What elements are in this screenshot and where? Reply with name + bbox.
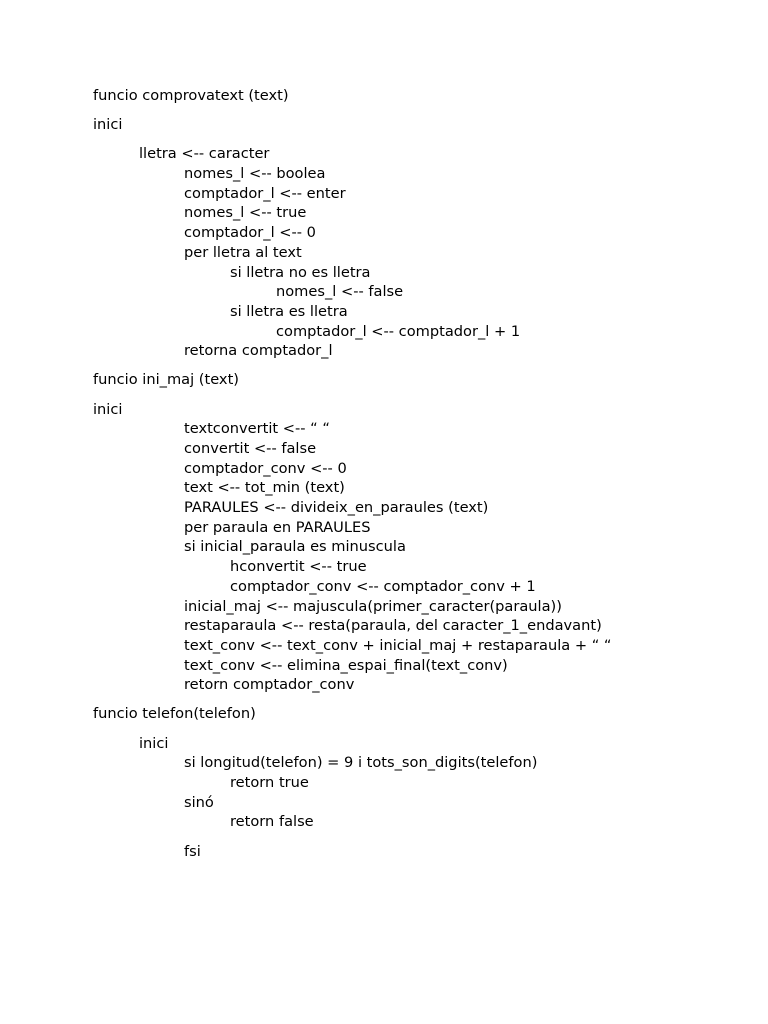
code-line: restaparaula <-- resta(paraula, del caracter_1_endavant)	[184, 617, 602, 635]
code-line: comptador_l <-- comptador_l + 1	[276, 322, 521, 340]
code-line: si inicial_paraula es minuscula	[184, 538, 406, 556]
code-line: comptador_conv <-- comptador_conv + 1	[230, 577, 536, 595]
code-line: text_conv <-- text_conv + inicial_maj + restaparaula + “ “	[184, 636, 612, 654]
code-line: comptador_l <-- enter	[184, 184, 346, 202]
code-line: inicial_maj <-- majuscula(primer_caracter(paraula))	[184, 597, 562, 615]
code-line: nomes_l <-- boolea	[184, 165, 326, 183]
code-line: si lletra no es lletra	[230, 263, 371, 281]
code-line: comptador_conv <-- 0	[184, 459, 347, 477]
code-line: retorn false	[230, 813, 314, 831]
code-line: retorn comptador_conv	[184, 676, 355, 694]
code-line: funcio comprovatext (text)	[93, 87, 289, 104]
code-line: nomes_l <-- false	[276, 283, 404, 301]
code-line: text_conv <-- elimina_espai_final(text_conv)	[184, 656, 508, 674]
code-line: inici	[139, 734, 169, 752]
code-line: fsi	[184, 842, 201, 860]
code-line: si longitud(telefon) = 9 i tots_son_digits(telefon)	[184, 754, 538, 772]
code-line: nomes_l <-- true	[184, 204, 307, 222]
code-line: textconvertit <-- “ “	[184, 420, 330, 438]
pseudocode-document	[93, 86, 733, 861]
code-line: inici	[93, 116, 123, 134]
code-line: retorna comptador_l	[184, 342, 333, 360]
code-line: funcio telefon(telefon)	[93, 705, 256, 723]
code-line: per lletra al text	[184, 243, 302, 261]
code-line: comptador_l <-- 0	[184, 224, 316, 242]
code-line: text <-- tot_min (text)	[184, 479, 345, 497]
code-line: si lletra es lletra	[230, 302, 348, 320]
code-line: funcio ini_maj (text)	[93, 371, 239, 389]
code-line: retorn true	[230, 774, 309, 791]
code-line: inici	[93, 400, 123, 418]
code-line: per paraula en PARAULES	[184, 518, 371, 536]
code-line: PARAULES <-- divideix_en_paraules (text)	[184, 499, 489, 517]
code-line: sinó	[184, 793, 214, 811]
code-line: convertit <-- false	[184, 440, 317, 457]
code-line: lletra <-- caracter	[139, 145, 270, 163]
code-line: hconvertit <-- true	[230, 558, 367, 576]
